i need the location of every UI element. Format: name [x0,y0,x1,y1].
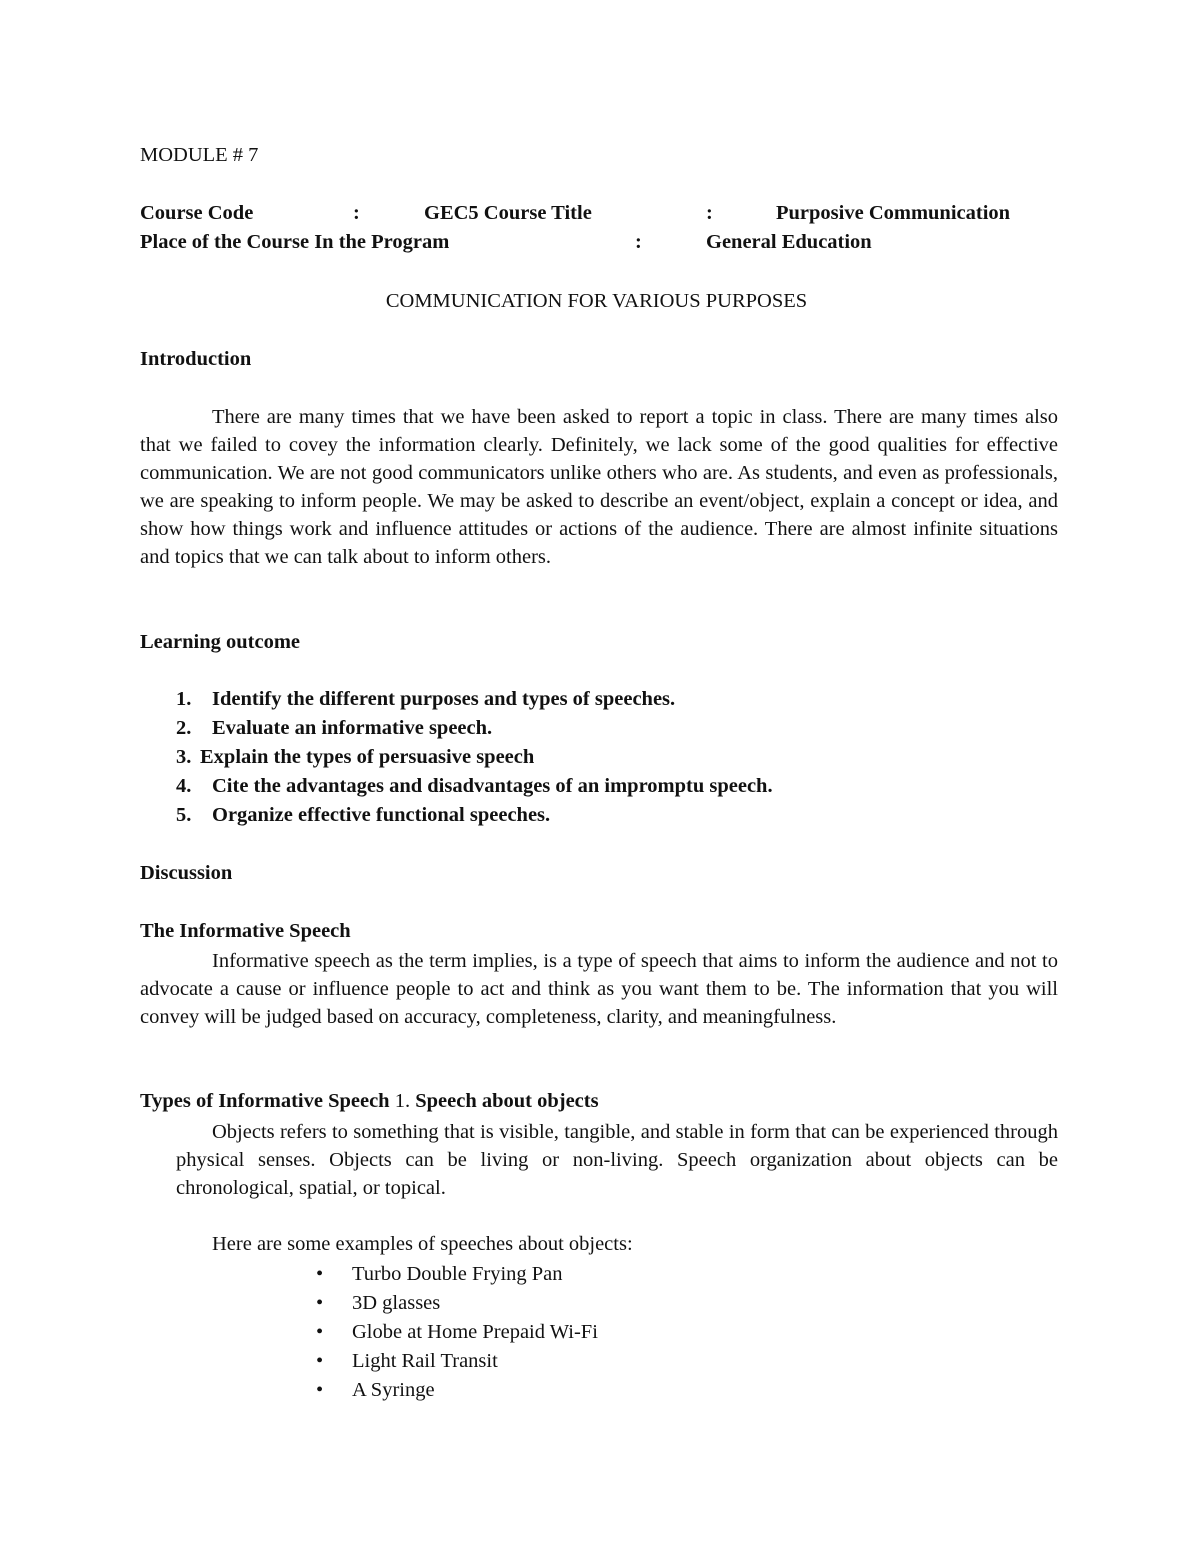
learning-outcome-heading: Learning outcome [140,631,300,653]
introduction-heading: Introduction [140,348,252,370]
example-text: Turbo Double Frying Pan [352,1263,563,1285]
informative-speech-heading: The Informative Speech [140,920,351,942]
course-code-value: GEC5 Course Title [424,202,592,224]
example-text: Light Rail Transit [352,1350,498,1372]
outcome-text: Organize effective functional speeches. [212,804,551,826]
types-heading [140,1090,599,1113]
outcome-number: 1. [176,688,192,710]
bullet: • [316,1263,324,1285]
bullet: • [316,1321,324,1343]
informative-speech-paragraph: Informative speech as the term implies, is a type of speech that aims to inform the audience and not to advocate a cause or influence people to act and think as you want them to be. The information that you will convey will be judged based on accuracy, completeness, clarity, and meaningfulness. [140,950,1058,1028]
course-title-colon: : [706,202,713,224]
bullet: • [316,1292,324,1314]
example-text: 3D glasses [352,1292,441,1314]
types-heading-title: Types of Informative Speech [140,1090,390,1112]
outcome-number: 4. [176,775,192,797]
outcome-number: 2. [176,717,192,739]
place-value: General Education [706,231,872,253]
outcome-text: Evaluate an informative speech. [212,717,493,739]
document-title: COMMUNICATION FOR VARIOUS PURPOSES [385,290,808,312]
examples-intro: Here are some examples of speeches about objects: [212,1233,633,1255]
outcome-text: Explain the types of persuasive speech [200,746,535,768]
outcome-text: Identify the different purposes and types of speeches. [212,688,676,710]
module-number: MODULE # 7 [140,144,259,166]
bullet: • [316,1350,324,1372]
outcome-number: 5. [176,804,192,826]
bullet: • [316,1379,324,1401]
types-heading-subtitle: Speech about objects [415,1090,599,1112]
outcome-text: Cite the advantages and disadvantages of an impromptu speech. [212,775,773,797]
course-code-label: Course Code [140,202,254,224]
course-title-value: Purposive Communication [776,202,1011,224]
introduction-paragraph: There are many times that we have been asked to report a topic in class. There are many times also that we failed to covey the information clearly. Definitely, we lack some of the good qualities for effective communication. We are not good communicators unlike others who are. As students, and even as professionals, we are speaking to inform people. We may be asked to describe an event/object, explain a concept or idea, and show how things work and influence attitudes or actions of the audience. There are almost infinite situations and topics that we can talk about to inform others. [140,406,1058,568]
example-text: A Syringe [352,1379,435,1401]
example-text: Globe at Home Prepaid Wi-Fi [352,1321,598,1343]
types-heading-number: 1. [394,1090,411,1112]
discussion-heading: Discussion [140,862,233,884]
place-colon: : [635,231,642,253]
outcome-number: 3. [176,746,192,768]
objects-paragraph: Objects refers to something that is visible, tangible, and stable in form that can be experienced through physical senses. Objects can be living or non-living. Speech organization about objects can be chronological, spatial, or topical. [176,1121,1058,1199]
course-code-colon: : [353,202,360,224]
place-label: Place of the Course In the Program [140,231,450,253]
